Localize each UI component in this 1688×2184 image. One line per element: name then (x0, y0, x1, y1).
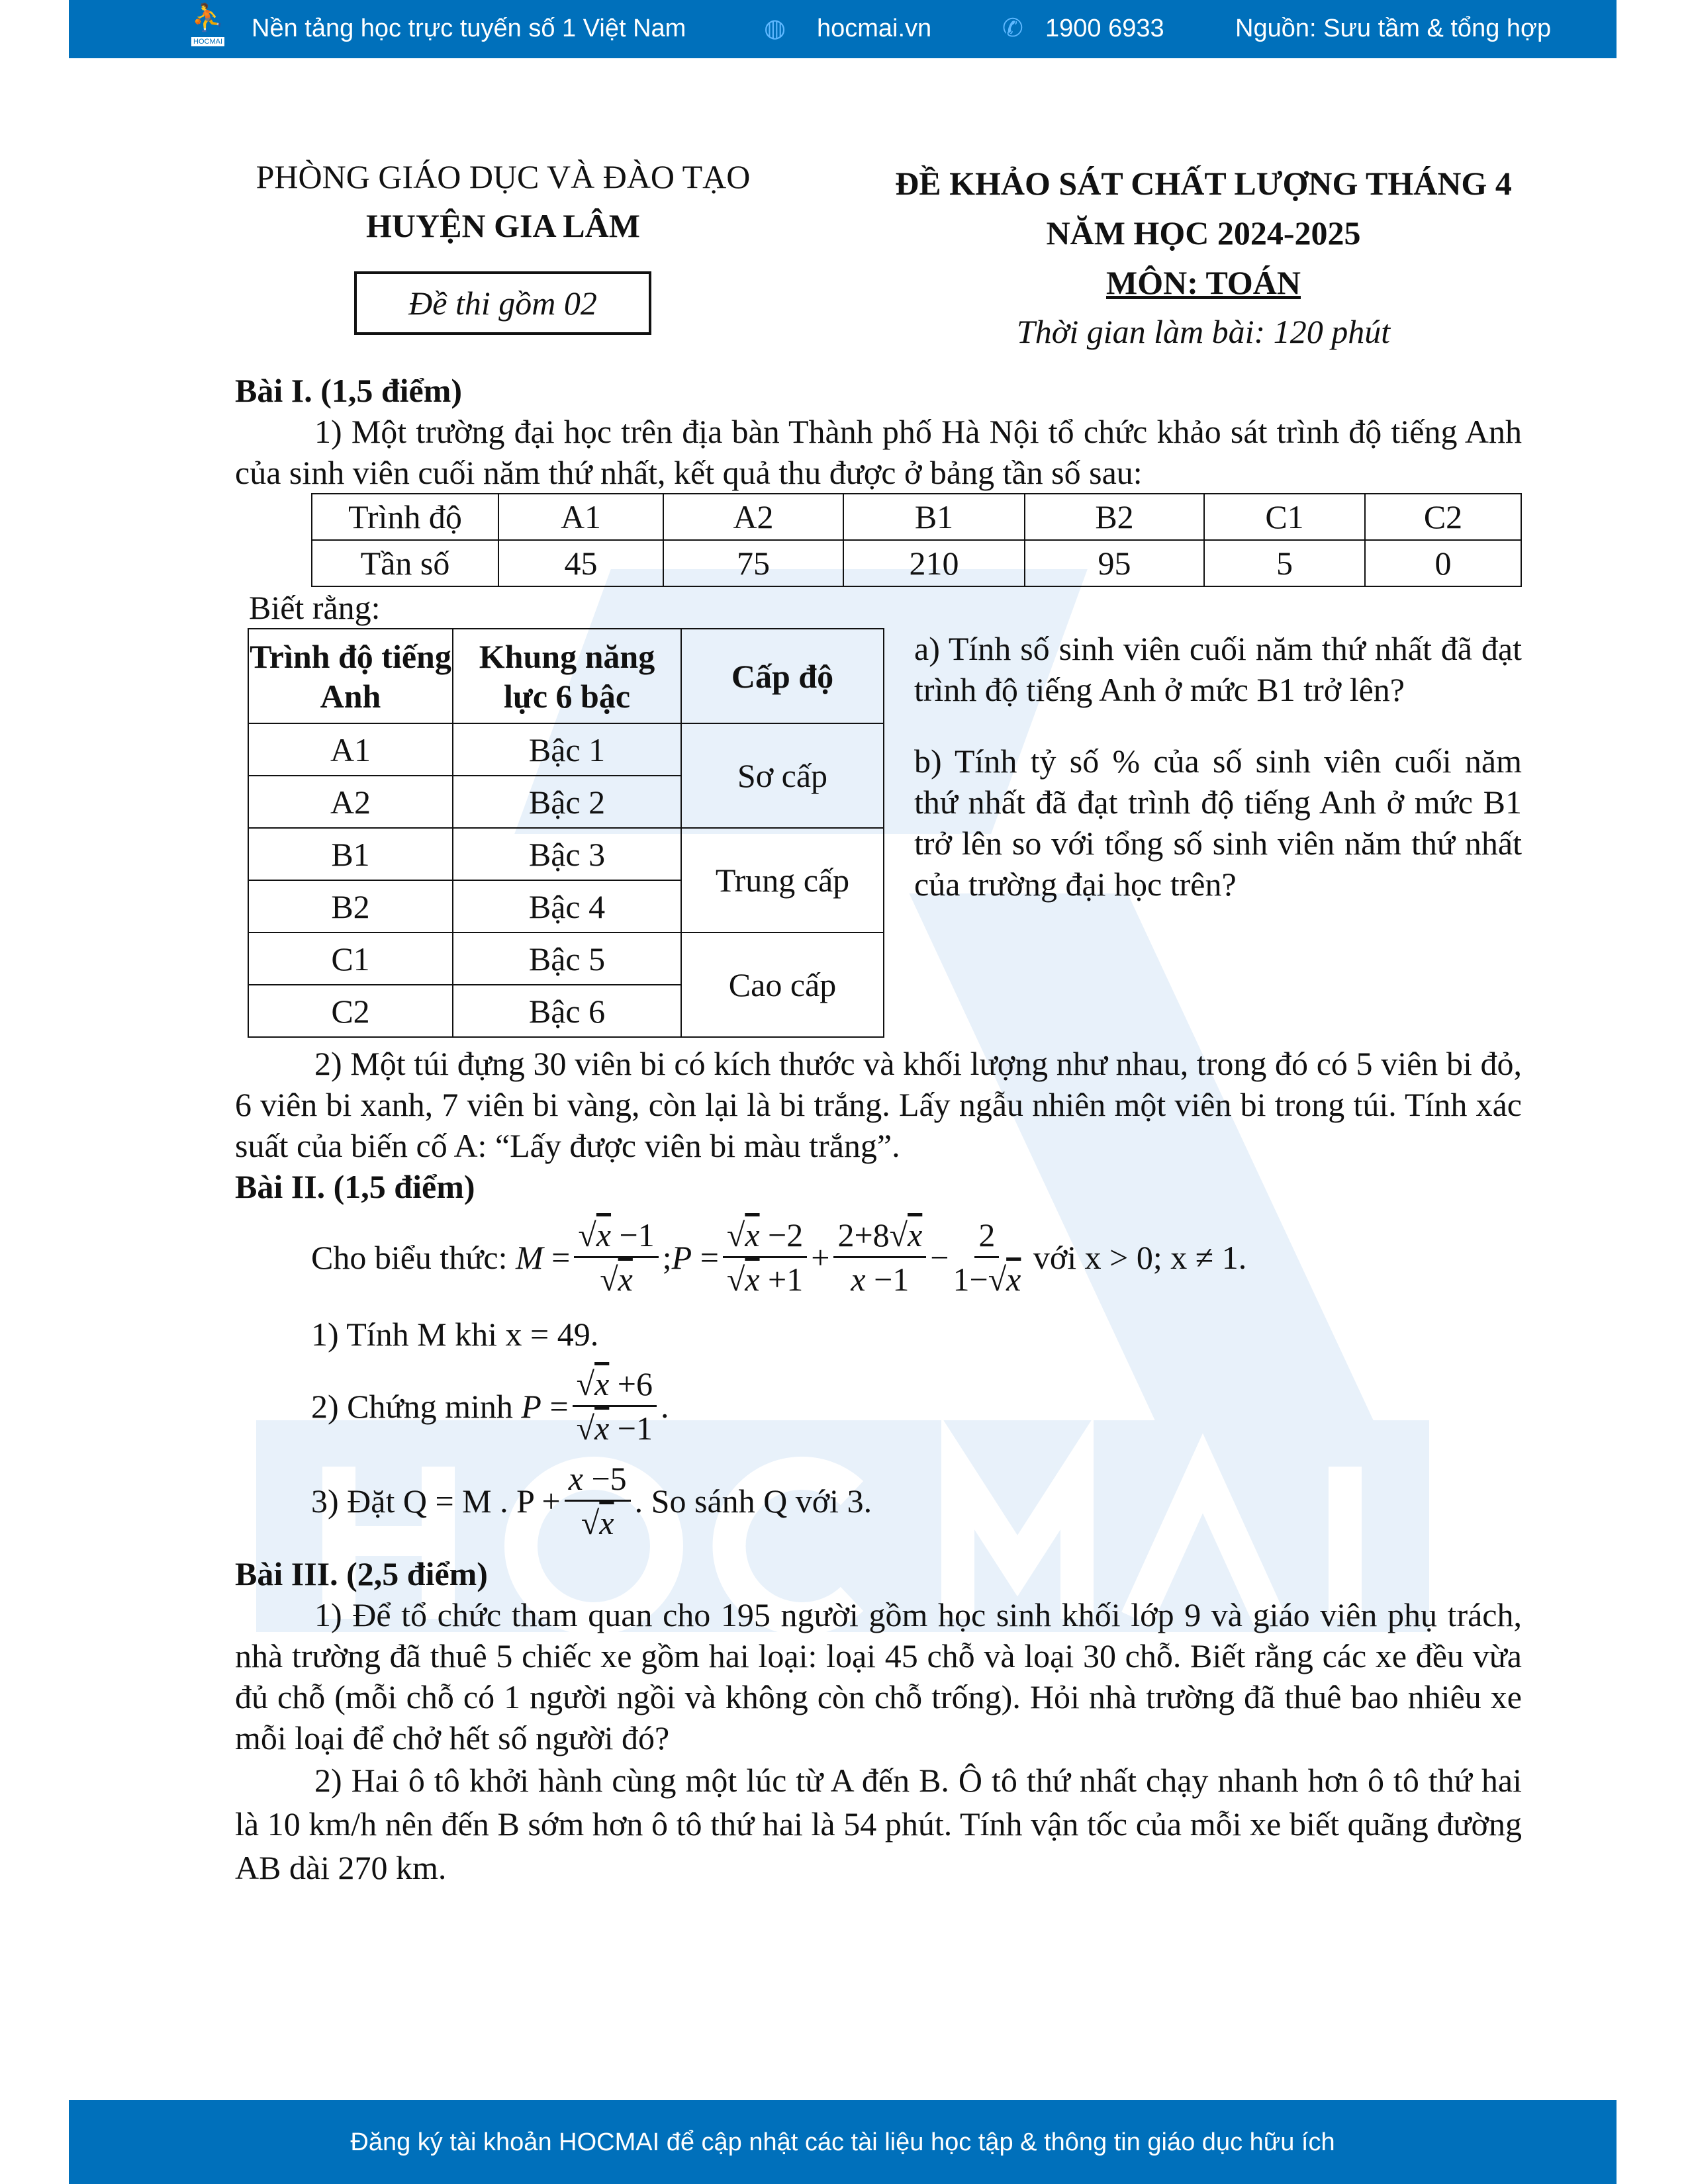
question-a: a) Tính số sinh viên cuối năm thứ nhất đã đạt trình độ tiếng Anh ở mức B1 trở lên? (914, 630, 1522, 708)
q3-text: 3) Đặt Q = M . P + (311, 1482, 561, 1520)
time-limit: Thời gian làm bài: 120 phút (1016, 313, 1391, 350)
table-cell: Bậc 1 (453, 723, 681, 776)
table-header: Trình độ tiếng Anh (248, 629, 453, 723)
phone-icon: ✆ (1002, 15, 1023, 42)
website-link[interactable]: hocmai.vn (817, 15, 932, 42)
table-cell: Trình độ (312, 494, 498, 540)
table-cell: Bậc 5 (453, 933, 681, 985)
table-cell: C1 (248, 933, 453, 985)
table-cell: A1 (498, 494, 663, 540)
footer-banner (69, 2100, 1617, 2184)
question-b: b) Tính tỷ số % của số sinh viên cuối năm thứ nhất đã đạt trình độ tiếng Anh ở mức B1 trở lên so với tổng số sinh viên năm thứ nhất của trường đại học trên? (914, 743, 1522, 903)
subject: MÔN: TOÁN (1106, 264, 1301, 301)
table-cell: C2 (248, 985, 453, 1037)
table-cell: A1 (248, 723, 453, 776)
bai1-p1: 1) Một trường đại học trên địa bàn Thành phố Hà Nội tổ chức khảo sát trình độ tiếng Anh của sinh viên cuối năm thứ nhất, kết quả thu được ở bảng tần số sau: (235, 413, 1522, 491)
hocmai-logo-icon: ⛹ (191, 3, 224, 32)
table-cell: Sơ cấp (681, 723, 884, 828)
level-table (248, 628, 884, 1038)
top-banner (69, 0, 1617, 58)
pages-box: Đề thi gồm 02 (354, 271, 651, 335)
table-cell: 210 (843, 540, 1025, 586)
table-cell: Tần số (312, 540, 498, 586)
table-row (248, 629, 884, 723)
bai3-title: Bài III. (2,5 điểm) (235, 1555, 488, 1592)
table-cell: Bậc 2 (453, 776, 681, 828)
table-cell: Bậc 4 (453, 880, 681, 933)
district-name: HUYỆN GIA LÂM (366, 207, 640, 244)
logo-text: HOCMAI (191, 37, 224, 46)
intro-text: Cho biểu thức: (311, 1238, 508, 1276)
table-row (248, 828, 884, 880)
q2-text: 2) Chứng minh (311, 1387, 513, 1425)
tagline: Nền tảng học trực tuyến số 1 Việt Nam (252, 15, 686, 42)
table-row (248, 723, 884, 776)
table-cell: Bậc 6 (453, 985, 681, 1037)
globe-icon: ◍ (764, 15, 786, 42)
table-header: Khung năng lực 6 bậc (453, 629, 681, 723)
footer-text: Đăng ký tài khoản HOCMAI để cập nhật các tài liệu học tập & thông tin giáo dục hữu ích (350, 2128, 1335, 2156)
source-text: Nguồn: Sưu tầm & tổng hợp (1235, 15, 1552, 42)
table-cell: 0 (1365, 540, 1521, 586)
phone-number: 1900 6933 (1045, 15, 1164, 42)
table-cell: B1 (843, 494, 1025, 540)
questions-column (914, 628, 1522, 1038)
table-cell: 5 (1204, 540, 1365, 586)
table-cell: B2 (248, 880, 453, 933)
known-label: Biết rằng: (249, 589, 381, 626)
frequency-table (311, 493, 1522, 587)
table-cell: C2 (1365, 494, 1521, 540)
table-cell: Cao cấp (681, 933, 884, 1037)
bai2-title: Bài II. (1,5 điểm) (235, 1168, 475, 1205)
table-cell: 75 (663, 540, 843, 586)
table-cell: B2 (1025, 494, 1204, 540)
condition-text: với x > 0; x ≠ 1. (1033, 1238, 1247, 1276)
table-header: Cấp độ (681, 629, 884, 723)
bai3-p1: 1) Để tổ chức tham quan cho 195 người gồm học sinh khối lớp 9 và giáo viên phụ trách, nhà trường đã thuê 5 chiếc xe gồm hai loại: loại 45 chỗ và loại 30 chỗ. Biết rằng các xe đều vừa đủ chỗ (mỗi chỗ có 1 người ngồi và không còn chỗ trống). Hỏi nhà trường đã thuê bao nhiêu xe mỗi loại để chở hết số người đó? (235, 1596, 1522, 1756)
table-cell: Trung cấp (681, 828, 884, 933)
school-year: NĂM HỌC 2024-2025 (1046, 214, 1361, 251)
exam-title: ĐỀ KHẢO SÁT CHẤT LƯỢNG THÁNG 4 (895, 165, 1512, 202)
level-section (248, 628, 1522, 1038)
dept-name: PHÒNG GIÁO DỤC VÀ ĐÀO TẠO (256, 158, 751, 195)
table-row (312, 540, 1521, 586)
table-cell: 45 (498, 540, 663, 586)
table-cell: C1 (1204, 494, 1365, 540)
table-row (312, 494, 1521, 540)
bai2-q3: 3) Đặt Q = M . P + $\frac{x -5}{√x}$ . So sánh Q với 3. (311, 1457, 1522, 1544)
table-cell: 95 (1025, 540, 1204, 586)
exam-body (235, 370, 1522, 1889)
bai2-q1: 1) Tính M khi x = 49. (311, 1316, 599, 1353)
bai1-title: Bài I. (1,5 điểm) (235, 372, 463, 409)
expression-formula: Cho biểu thức: M = $\frac{√x -1}{√x}$ ; P = $\frac{√x -2}{√x +1}$ + $\frac{2+8√x}{x -1}$ − $\frac{2}{1-√x}$ với x > 0; x ≠ 1. (311, 1214, 1522, 1300)
bai1-p2: 2) Một túi đựng 30 viên bi có kích thước và khối lượng như nhau, trong đó có 5 viên bi đỏ, 6 viên bi xanh, 7 viên bi vàng, còn lại là bi trắng. Lấy ngẫu nhiên một viên bi trong túi. Tính xác suất của biến cố A: “Lấy được viên bi màu trắng”. (235, 1045, 1522, 1164)
table-cell: A2 (663, 494, 843, 540)
table-cell: B1 (248, 828, 453, 880)
table-cell: Bậc 3 (453, 828, 681, 880)
table-cell: A2 (248, 776, 453, 828)
table-row (248, 933, 884, 985)
hocmai-logo (181, 1, 234, 56)
bai2-q2: 2) Chứng minh P = $\frac{√x +6}{√x -1}$ . (311, 1363, 1522, 1449)
bai3-p2: 2) Hai ô tô khởi hành cùng một lúc từ A đến B. Ô tô thứ nhất chạy nhanh hơn ô tô thứ hai là 10 km/h nên đến B sớm hơn ô tô thứ hai là 54 phút. Tính vận tốc của mỗi xe biết quãng đường AB dài 270 km. (235, 1762, 1522, 1886)
q3-end-text: . So sánh Q với 3. (634, 1482, 872, 1520)
